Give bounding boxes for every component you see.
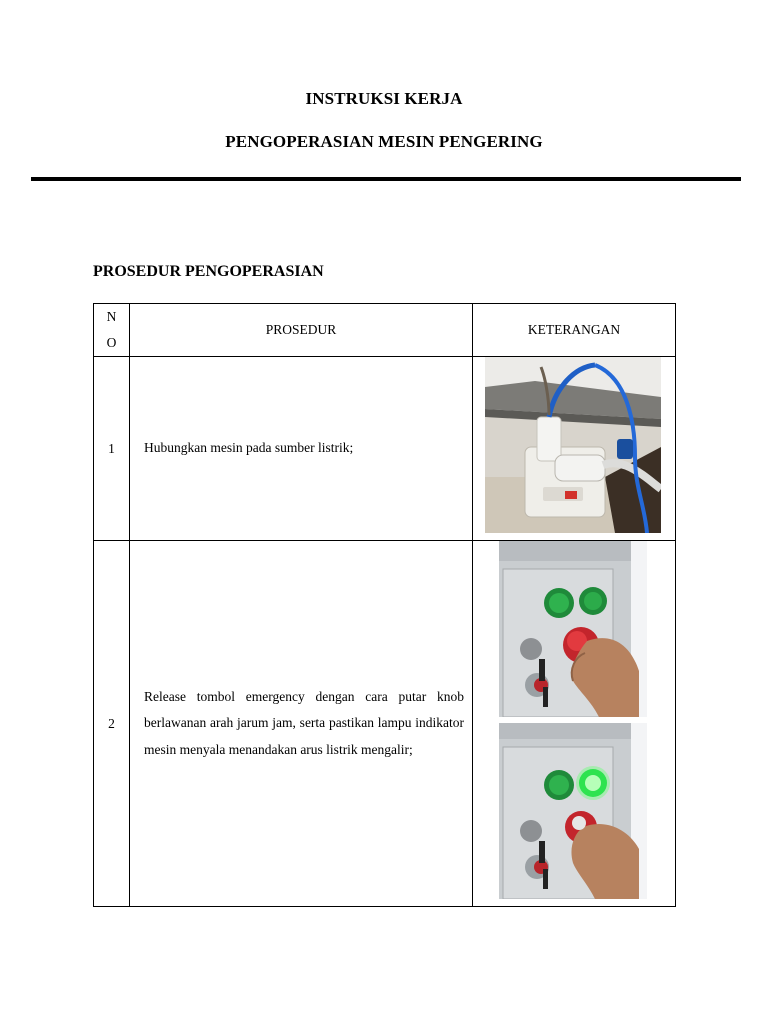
plug-socket-photo <box>485 357 661 533</box>
header-no-top: N <box>106 309 117 324</box>
row-illustration <box>473 541 676 907</box>
row-number: 2 <box>94 541 130 907</box>
procedure-table <box>93 303 676 907</box>
header-no <box>94 304 130 357</box>
header-no-bottom: O <box>106 335 117 350</box>
table-row <box>94 541 676 907</box>
table-row <box>94 357 676 541</box>
table-header-row <box>94 304 676 357</box>
title-divider <box>31 177 741 181</box>
row-procedure: Hubungkan mesin pada sumber listrik; <box>130 357 473 541</box>
document-title: INSTRUKSI KERJA <box>305 89 463 108</box>
section-heading: PROSEDUR PENGOPERASIAN <box>93 263 324 280</box>
row-number: 1 <box>94 357 130 541</box>
row-procedure: Release tombol emergency dengan cara putar knob berlawanan arah jarum jam, serta pastikan lampu indikator mesin menyala menandakan arus listrik mengalir; <box>130 541 473 907</box>
header-prosedur: PROSEDUR <box>130 304 473 357</box>
header-keterangan: KETERANGAN <box>473 304 676 357</box>
indicator-lamp-photo <box>499 723 647 899</box>
emergency-knob-photo <box>499 541 647 717</box>
document-subtitle: PENGOPERASIAN MESIN PENGERING <box>225 132 543 151</box>
row-illustration <box>473 357 676 541</box>
